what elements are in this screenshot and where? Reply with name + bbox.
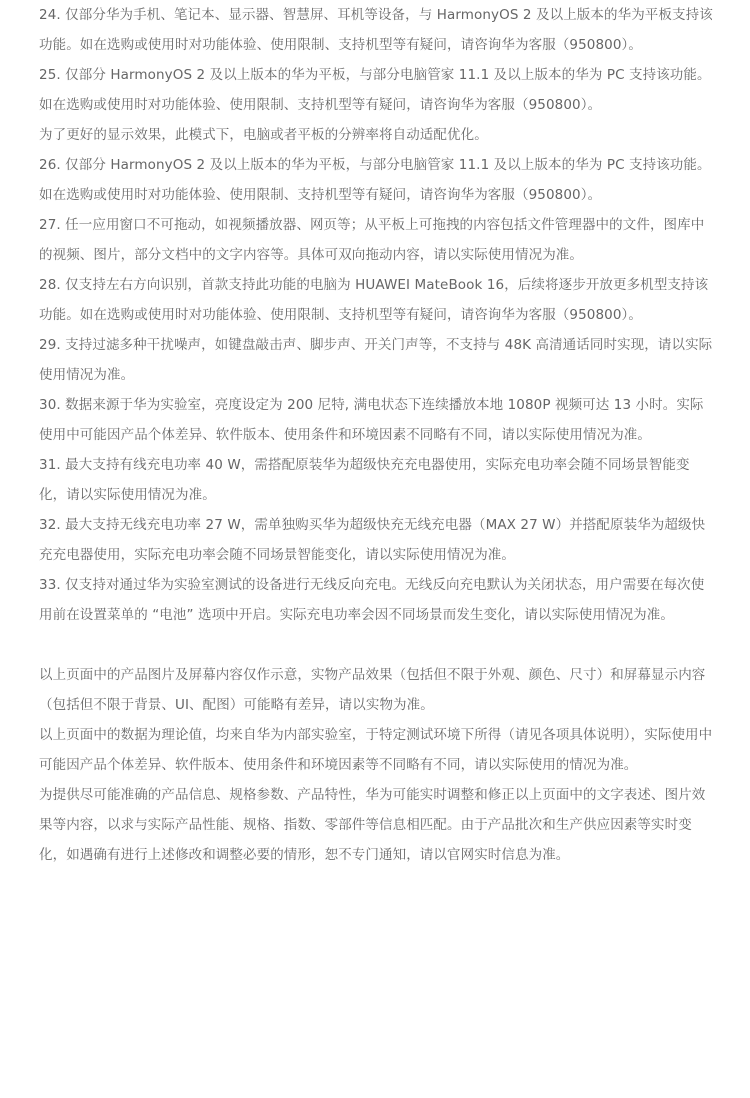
footnote-28: 28. 仅支持左右方向识别，首款支持此功能的电脑为 HUAWEI MateBook 16，后续将逐步开放更多机型支持该功能。如在选购或使用时对功能体验、使用限制、支持机型等有疑问，请咨询华为客服（950800）。 [39, 277, 709, 323]
footnote-32: 32. 最大支持无线充电功率 27 W，需单独购买华为超级快充无线充电器（MAX 27 W）并搭配原装华为超级快充充电器使用，实际充电功率会随不同场景智能变化，请以实际使用情况为准。 [39, 517, 706, 563]
disclaimer-updates: 为提供尽可能准确的产品信息、规格参数、产品特性，华为可能实时调整和修正以上页面中的文字表述、图片效果等内容，以求与实际产品性能、规格、指数、零部件等信息相匹配。由于产品批次和生产供应因素等实时变化，如遇确有进行上述修改和调整必要的情形，恕不专门通知，请以官网实时信息为准。 [39, 787, 706, 863]
footnote-29: 29. 支持过滤多种干扰噪声，如键盘敲击声、脚步声、开关门声等，不支持与 48K 高清通话同时实现，请以实际使用情况为准。 [39, 337, 713, 383]
footnote-33: 33. 仅支持对通过华为实验室测试的设备进行无线反向充电。无线反向充电默认为关闭状态，用户需要在每次使用前在设置菜单的 “电池” 选项中开启。实际充电功率会因不同场景而发生变化，请以实际使用情况为准。 [39, 577, 705, 623]
disclaimers-section [39, 660, 715, 870]
legal-notes-page [39, 0, 715, 870]
footnote-27: 27. 任一应用窗口不可拖动，如视频播放器、网页等；从平板上可拖拽的内容包括文件管理器中的文件，图库中的视频、图片，部分文档中的文字内容等。具体可双向拖动内容，请以实际使用情况为准。 [39, 217, 705, 263]
footnote-24: 24. 仅部分华为手机、笔记本、显示器、智慧屏、耳机等设备，与 HarmonyOS 2 及以上版本的华为平板支持该功能。如在选购或使用时对功能体验、使用限制、支持机型等有疑问，请咨询华为客服（950800）。 [39, 7, 713, 53]
disclaimer-images: 以上页面中的产品图片及屏幕内容仅作示意，实物产品效果（包括但不限于外观、颜色、尺寸）和屏幕显示内容（包括但不限于背景、UI、配图）可能略有差异，请以实物为准。 [39, 667, 706, 713]
footnote-25: 25. 仅部分 HarmonyOS 2 及以上版本的华为平板，与部分电脑管家 11.1 及以上版本的华为 PC 支持该功能。如在选购或使用时对功能体验、使用限制、支持机型等有疑问，请咨询华为客服（950800）。 [39, 67, 711, 113]
footnote-25-display-note: 为了更好的显示效果，此模式下，电脑或者平板的分辨率将自动适配优化。 [39, 127, 488, 143]
footnote-30: 30. 数据来源于华为实验室，亮度设定为 200 尼特, 满电状态下连续播放本地 1080P 视频可达 13 小时。实际使用中可能因产品个体差异、软件版本、使用条件和环境因素不同略有不同，请以实际使用情况为准。 [39, 397, 704, 443]
footnote-31: 31. 最大支持有线充电功率 40 W，需搭配原装华为超级快充充电器使用，实际充电功率会随不同场景智能变化，请以实际使用情况为准。 [39, 457, 690, 503]
footnote-26: 26. 仅部分 HarmonyOS 2 及以上版本的华为平板，与部分电脑管家 11.1 及以上版本的华为 PC 支持该功能。如在选购或使用时对功能体验、使用限制、支持机型等有疑问，请咨询华为客服（950800）。 [39, 157, 711, 203]
footnotes-section [39, 0, 715, 630]
disclaimer-data: 以上页面中的数据为理论值，均来自华为内部实验室，于特定测试环境下所得（请见各项具体说明），实际使用中可能因产品个体差异、软件版本、使用条件和环境因素等不同略有不同，请以实际使用的情况为准。 [39, 727, 713, 773]
